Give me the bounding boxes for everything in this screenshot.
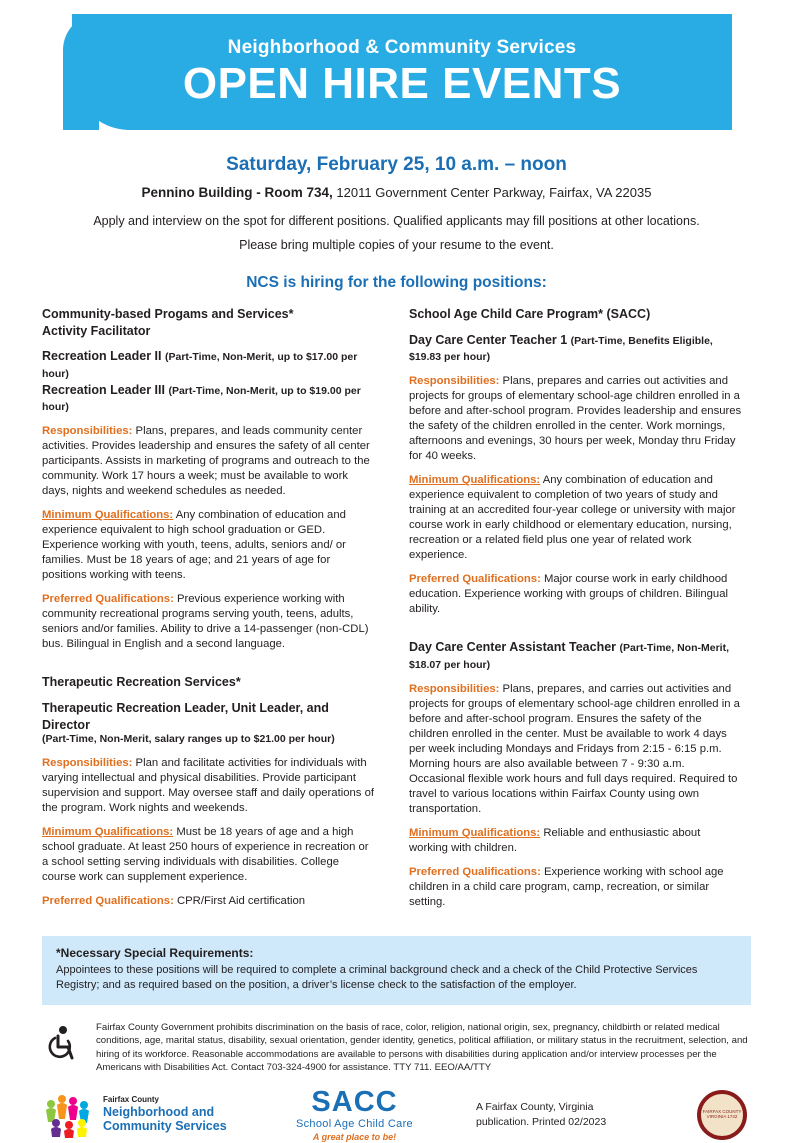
- job-title-daycare-assistant-teacher-name: Day Care Center Assistant Teacher: [409, 640, 617, 655]
- ncs-logo-county: Fairfax County: [103, 1095, 160, 1105]
- daycare-teacher-preferred-qualifications-text: Major course work in early childhood education. Experience working with groups of children. Bilingual ability.: [409, 573, 729, 616]
- disclaimer-block: [42, 1021, 751, 1074]
- ncs-people-icon: [42, 1092, 96, 1138]
- event-instructions-line2: Please bring multiple copies of your resume to the event.: [239, 238, 554, 253]
- special-requirements-title: *Necessary Special Requirements:: [56, 946, 254, 961]
- right-column: [409, 306, 742, 910]
- special-requirements-box: [42, 936, 751, 1005]
- hiring-heading: NCS is hiring for the following positions:: [246, 274, 547, 292]
- category-sacc: School Age Child Care Program* (SACC): [409, 307, 651, 322]
- rec-leader-minimum-qualifications-label: Minimum Qualifications:: [42, 509, 174, 522]
- left-column: [42, 306, 375, 910]
- accessibility-icon: [42, 1021, 84, 1074]
- job-title-rec-leader-3: [42, 382, 375, 416]
- category-community-based-sub: Activity Facilitator: [42, 323, 151, 338]
- daycare-teacher-responsibilities: [409, 374, 742, 464]
- category-therapeutic-recreation: Therapeutic Recreation Services*: [42, 675, 241, 690]
- job-title-rec-leader-2-note: (Part-Time, Non-Merit, up to $17.00 per hour): [42, 350, 358, 380]
- event-instructions-line1: Apply and interview on the spot for different positions. Qualified applicants may fill positions at other locations.: [93, 214, 700, 228]
- daycare-assistant-responsibilities-label: Responsibilities:: [409, 683, 500, 696]
- job-title-therapeutic-rec-leader-note: (Part-Time, Non-Merit, salary ranges up to $21.00 per hour): [42, 733, 335, 746]
- daycare-teacher-preferred-qualifications: [409, 572, 742, 617]
- daycare-teacher-responsibilities-text: Plans, prepares and carries out activities and projects for groups of elementary school-age children enrolled in a before and after-school program. Provides leadership and ensures the safety of the children enrolled in the center. Work mornings, afternoons and evenings, 30 hours per week, Monday thru Friday for 40 weeks.: [409, 375, 742, 463]
- ncs-logo-line2: Community Services: [103, 1119, 227, 1134]
- job-title-daycare-teacher: [409, 332, 742, 366]
- therapeutic-preferred-qualifications: [42, 894, 375, 909]
- rec-leader-responsibilities-text: Plans, prepares, and leads community center activities. Provides leadership and ensures the safety of all center participants. Assists in marketing of programs and outreach to the community. Work 17 hours a week; must be available to work days, nights and weekend schedules as needed.: [42, 425, 370, 498]
- publication-line1: A Fairfax County, Virginia: [476, 1101, 594, 1114]
- sacc-logo: [267, 1088, 442, 1142]
- job-title-daycare-assistant-teacher-note: (Part-Time, Non-Merit, $18.07 per hour): [409, 642, 729, 672]
- ncs-logo-text: [103, 1096, 227, 1134]
- banner-title: OPEN HIRE EVENTS: [182, 58, 622, 108]
- sacc-logo-word: SACC: [311, 1086, 398, 1119]
- footer: [42, 1088, 751, 1142]
- sacc-logo-tagline: A great place to be!: [312, 1132, 397, 1143]
- daycare-assistant-preferred-qualifications-text: Experience working with school age children in a child care program, camp, recreation, or similar setting.: [409, 866, 724, 909]
- therapeutic-preferred-qualifications-text: CPR/First Aid certification: [173, 895, 306, 908]
- rec-leader-preferred-qualifications: [42, 592, 375, 652]
- job-title-rec-leader-2-name: Recreation Leader II: [42, 348, 162, 363]
- rec-leader-responsibilities: [42, 424, 375, 499]
- category-community-based: Community-based Progams and Services*: [42, 307, 294, 322]
- event-location-address: 12011 Government Center Parkway, Fairfax, VA 22035: [332, 185, 652, 200]
- ncs-logo-line1: Neighborhood and: [103, 1105, 215, 1120]
- daycare-assistant-preferred-qualifications: [409, 865, 742, 910]
- job-title-therapeutic-rec-leader: Therapeutic Recreation Leader, Unit Leader, and Director: [42, 700, 329, 732]
- county-seal-icon: [697, 1090, 751, 1140]
- publication-line2: publication. Printed 02/2023: [476, 1116, 607, 1129]
- daycare-assistant-preferred-qualifications-label: Preferred Qualifications:: [409, 866, 541, 879]
- intro-block: [0, 140, 793, 254]
- banner-content: [72, 14, 732, 130]
- publication-info: [452, 1100, 687, 1129]
- daycare-assistant-minimum-qualifications-label: Minimum Qualifications:: [409, 827, 541, 840]
- sacc-logo-subtitle: School Age Child Care: [296, 1118, 413, 1131]
- rec-leader-minimum-qualifications: [42, 508, 375, 583]
- daycare-assistant-minimum-qualifications-text: Reliable and enthusiastic about working with children.: [409, 827, 701, 855]
- ncs-logo: [42, 1092, 257, 1138]
- disclaimer-text: Fairfax County Government prohibits discrimination on the basis of race, color, religion, national origin, sex, pregnancy, childbirth or related medical conditions, age, marital status, disability, sexual orientation, gender identity, genetics, political affiliation, or military status in the recruitment, selection, and hiring of its workforce. Reasonable accommodations are available to persons with disabilities during application and/or interview processes per the Americans with Disabilities Act. Contact 703-324-4900 for assistance. TTY 711. EEO/AA/TTY: [96, 1022, 748, 1073]
- rec-leader-preferred-qualifications-label: Preferred Qualifications:: [42, 593, 174, 606]
- header-banner: [0, 0, 793, 140]
- therapeutic-minimum-qualifications: [42, 825, 375, 885]
- event-location: [60, 185, 733, 200]
- banner-subtitle: Neighborhood & Community Services: [227, 36, 577, 58]
- daycare-assistant-responsibilities-text: Plans, prepares, and carries out activities and projects for groups of elementary school-age children enrolled in a before and after-school program. Ensures the safety of the children enrolled in the center. Must be available to work 4 days per week including Mondays and Fridays from 2:15 - 6:15 p.m. Morning hours are also available between 7 - 9:30 a.m. Occasional flexible work hours and full days required. Required to travel to various locations within Fairfax County using own transportation.: [409, 683, 740, 816]
- positions-columns: [0, 306, 793, 910]
- special-requirements-text: Appointees to these positions will be required to complete a criminal background check and a check of the Child Protective Services Registry; and as required based on the position, a driver’s license check to the satisfaction of the employer.: [56, 964, 698, 992]
- job-title-daycare-assistant-teacher: [409, 639, 742, 673]
- therapeutic-minimum-qualifications-label: Minimum Qualifications:: [42, 826, 174, 839]
- daycare-teacher-minimum-qualifications-label: Minimum Qualifications:: [409, 474, 541, 487]
- daycare-teacher-responsibilities-label: Responsibilities:: [409, 375, 500, 388]
- job-title-daycare-teacher-name: Day Care Center Teacher 1: [409, 332, 568, 347]
- rec-leader-minimum-qualifications-text: Any combination of education and experience equivalent to high school graduation or GED. Experience working with youth, teens, adults, seniors and/ or families. Must be 18 years of age; and 21 years of age for positions working with teens.: [42, 509, 346, 582]
- job-title-daycare-teacher-note: (Part-Time, Benefits Eligible, $19.83 per hour): [409, 334, 713, 364]
- therapeutic-preferred-qualifications-label: Preferred Qualifications:: [42, 895, 174, 908]
- job-title-rec-leader-3-note: (Part-Time, Non-Merit, up to $19.00 per hour): [42, 384, 361, 414]
- job-title-rec-leader-3-name: Recreation Leader III: [42, 382, 165, 397]
- daycare-assistant-minimum-qualifications: [409, 826, 742, 856]
- therapeutic-minimum-qualifications-text: Must be 18 years of age and a high school graduate. At least 250 hours of experience in recreation or a school setting serving individuals with disabilities. College course work can supplement experience.: [42, 826, 369, 884]
- therapeutic-responsibilities-text: Plan and facilitate activities for individuals with varying intellectual and physical disabilities. Provide participant supervision and support. May oversee staff and daily operations of the program. Work nights and weekends.: [42, 757, 374, 815]
- daycare-teacher-preferred-qualifications-label: Preferred Qualifications:: [409, 573, 541, 586]
- therapeutic-responsibilities-label: Responsibilities:: [42, 757, 133, 770]
- county-seal-inner: FAIRFAX COUNTY VIRGINIA 1742: [700, 1093, 744, 1137]
- rec-leader-preferred-qualifications-text: Previous experience working with community recreational programs serving youth, teens, adults, seniors and/or families. Ability to drive a 14-passenger (non-CDL) bus. Bilingual in English and a second language.: [42, 593, 369, 651]
- job-title-rec-leader-2: [42, 348, 375, 382]
- daycare-assistant-responsibilities: [409, 682, 742, 817]
- daycare-teacher-minimum-qualifications-text: Any combination of education and experience equivalent to completion of two years of study and training at an accredited four-year college or university with major course work in early childhood or elementary education, nursing, recreation or a related field plus one year of related work experience.: [409, 474, 736, 562]
- event-date: Saturday, February 25, 10 a.m. – noon: [226, 154, 567, 175]
- county-seal-outer: [697, 1090, 747, 1140]
- therapeutic-responsibilities: [42, 756, 375, 816]
- daycare-teacher-minimum-qualifications: [409, 473, 742, 563]
- event-location-building: Pennino Building - Room 734,: [141, 185, 333, 200]
- rec-leader-responsibilities-label: Responsibilities:: [42, 425, 133, 438]
